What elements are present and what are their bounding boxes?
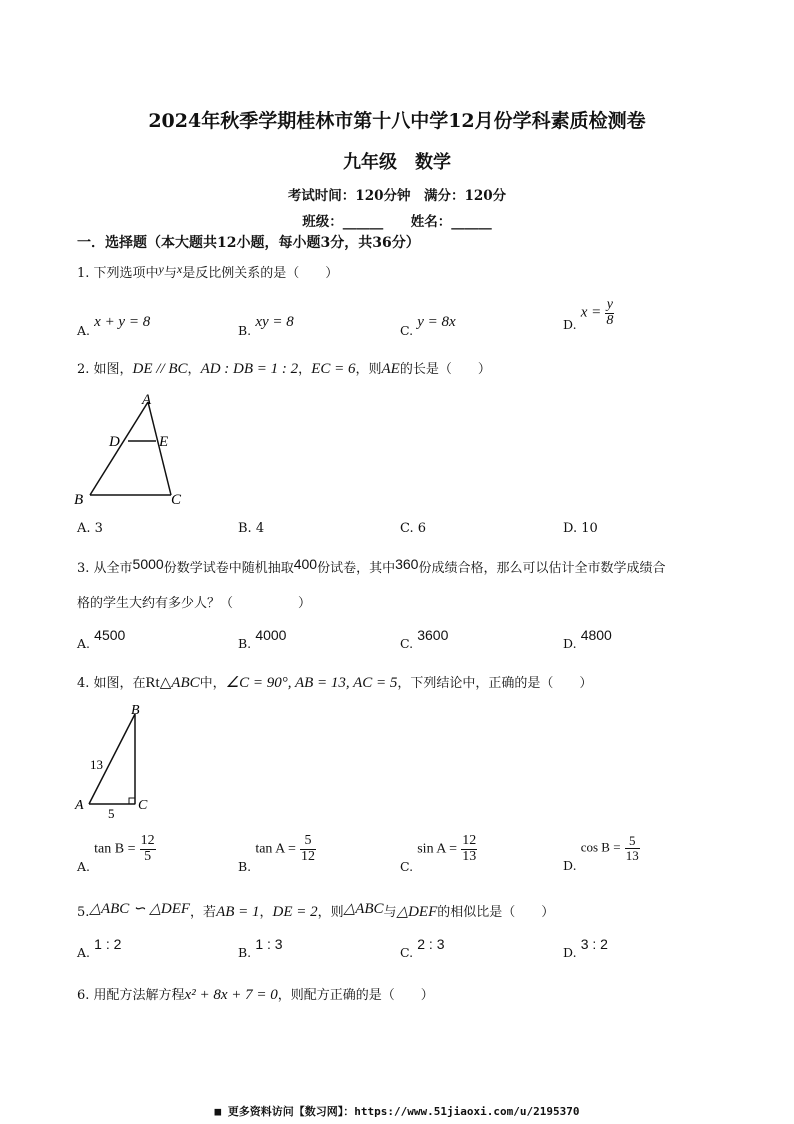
q4-option-c[interactable]: C. sin A = $\frac{12}{13}$ — [400, 833, 477, 874]
exam-title: 2024年秋季学期桂林市第十八中学12月份学科素质检测卷 — [148, 110, 646, 132]
class-name-line — [0, 210, 794, 230]
q2-triangle-figure — [70, 388, 200, 510]
q1-option-c[interactable]: C. y = 8x — [400, 314, 456, 338]
exam-info: 考试时间：120分钟 满分：120分 — [287, 188, 507, 204]
q5-option-d[interactable]: D. 3 : 2 — [563, 936, 608, 960]
exam-subject: 九年级 数学 — [343, 152, 451, 173]
q2-label-b: B — [74, 492, 84, 508]
q2-option-a[interactable]: A. 3 — [77, 521, 103, 536]
q4-option-b[interactable]: B. tan A = $\frac{5}{12}$ — [238, 833, 316, 874]
q2-option-c[interactable]: C. 6 — [400, 521, 427, 536]
question-3: 3. 从全市5000份数学试卷中随机抽取400份试卷，其中360份成绩合格，那么可以估计全市数学成绩合 — [77, 556, 666, 576]
q3-option-b[interactable]: B. 4000 — [238, 627, 287, 651]
q2-label-c: C — [171, 492, 182, 508]
q1-option-b[interactable]: B. xy = 8 — [238, 314, 294, 338]
q5-option-a[interactable]: A. 1 : 2 — [77, 936, 122, 960]
q4-right-triangle-figure — [70, 700, 160, 824]
q4-label-5: 5 — [108, 806, 115, 821]
question-1: 1. 下列选项中y与x是反比例关系的是（ ） — [77, 262, 339, 281]
q4-right-angle-mark — [129, 798, 135, 804]
question-2: 2. 如图，DE // BC，AD : DB = 1 : 2，EC = 6，则AE的长是（ ） — [77, 361, 491, 377]
q2-label-e: E — [159, 434, 169, 450]
q4-label-b: B — [131, 703, 140, 718]
q1-option-d[interactable]: D. x = $\frac{y}{8}$ — [563, 297, 614, 332]
q2-option-b[interactable]: B. 4 — [238, 521, 265, 536]
q3-option-d[interactable]: D. 4800 — [563, 627, 612, 651]
q4-label-c: C — [138, 798, 148, 813]
name-label: 姓名： — [410, 214, 452, 230]
q4-label-a: A — [75, 798, 84, 813]
q2-option-d[interactable]: D. 10 — [563, 521, 598, 536]
q2-label-a: A — [142, 392, 152, 408]
question-5: 5.△ABC ∽ △DEF，若AB = 1，DE = 2，则△ABC与△DEF的相似比是（ ） — [77, 901, 555, 920]
q5-option-c[interactable]: C. 2 : 3 — [400, 936, 445, 960]
question-3-line2: 格的学生大约有多少人？（ ） — [77, 596, 312, 611]
question-6: 6. 用配方法解方程x² + 8x + 7 = 0，则配方正确的是（ ） — [77, 987, 434, 1003]
q2-label-d: D — [109, 434, 120, 450]
q3-option-c[interactable]: C. 3600 — [400, 627, 449, 651]
q4-option-d[interactable]: D. cos B = $\frac{5}{13}$ — [563, 833, 639, 873]
q5-option-b[interactable]: B. 1 : 3 — [238, 936, 283, 960]
class-label: 班级： — [302, 214, 343, 230]
q1-option-a[interactable]: A. x + y = 8 — [77, 314, 151, 338]
footer-link[interactable]: ■ 更多资料访问【数习网】：https://www.51jiaoxi.com/u/2195370 — [214, 1105, 580, 1118]
q4-option-a[interactable]: A. tan B = $\frac{12}{5}$ — [77, 833, 155, 874]
name-blank: ______ — [451, 214, 492, 230]
class-blank: ______ — [342, 214, 384, 230]
question-4: 4. 如图，在Rt△ABC中，∠C = 90°, AB = 13, AC = 5，下列结论中，正确的是（ ） — [77, 673, 593, 691]
q3-option-a[interactable]: A. 4500 — [77, 627, 126, 651]
section-heading: 一．选择题（本大题共12小题，每小题3分，共36分） — [77, 235, 420, 251]
q4-label-13: 13 — [90, 757, 103, 772]
